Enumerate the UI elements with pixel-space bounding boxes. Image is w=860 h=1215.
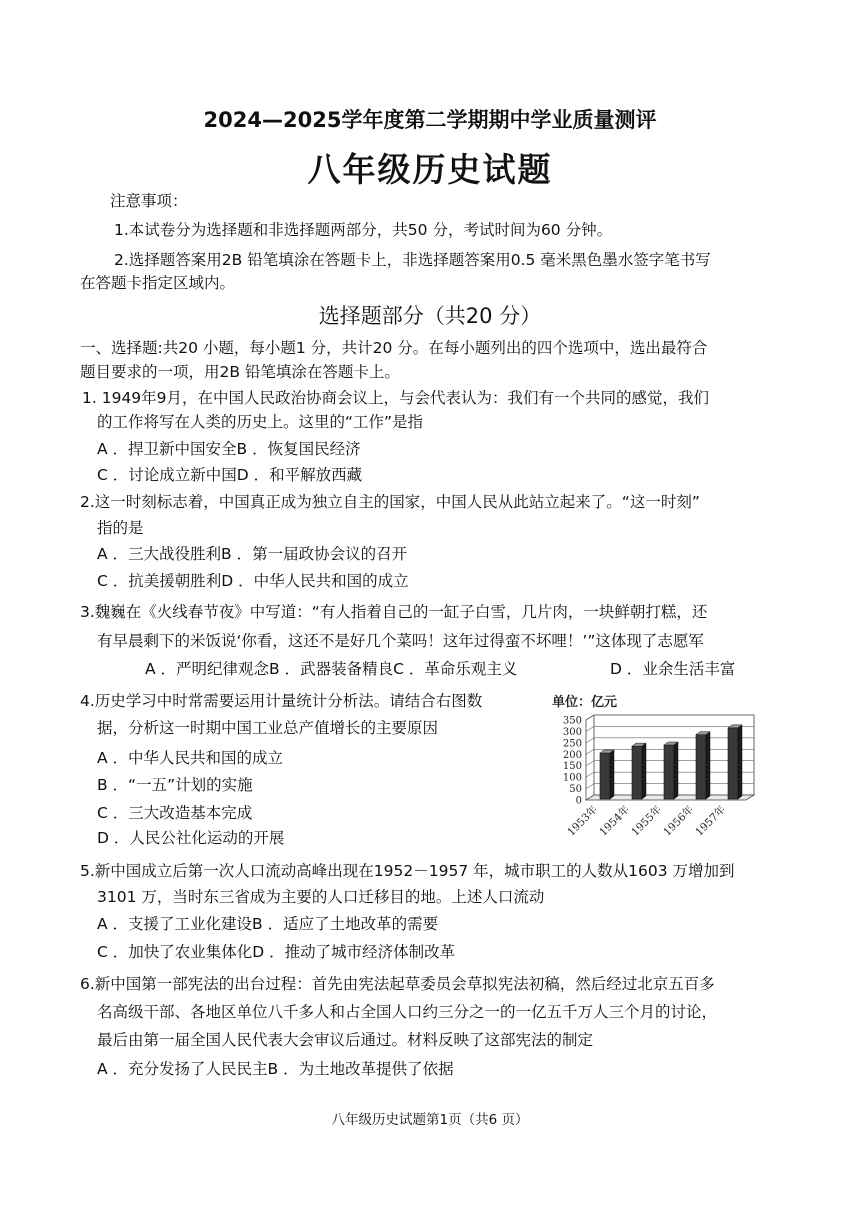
section-instructions-line-2: 题目要求的一项，用2B 铅笔填涂在答题卡上。 [80, 363, 400, 381]
chart-bar-side [642, 743, 646, 799]
q6-stem-line-2: 名高级干部、各地区单位八千多人和占全国人口约三分之一的一亿五千万人三个月的讨论， [97, 1003, 718, 1021]
chart-y-tick-label: 50 [569, 784, 582, 796]
chart-bar [664, 745, 674, 799]
q6-options-ab: A ．充分发扬了人民民主B ．为土地改革提供了依据 [97, 1060, 454, 1078]
q4-option-d: D ．人民公社化运动的开展 [97, 829, 285, 847]
page-footer: 八年级历史试题第1页（共6 页） [331, 1112, 529, 1128]
chart-bar-side [674, 742, 678, 799]
chart-bar [600, 753, 610, 799]
q3-stem-line-1: 3.魏巍在《火线春节夜》中写道：“有人指着自己的一缸子白雪，几片肉，一块鲜朝打糕，还 [80, 603, 708, 621]
q1-options-cd: C ．讨论成立新中国D ．和平解放西藏 [97, 466, 363, 484]
chart-gridline-diag [586, 772, 594, 777]
q5-options-ab: A ．支援了工业化建设B ．适应了土地改革的需要 [97, 915, 439, 933]
chart-y-tick-label: 150 [562, 761, 582, 773]
notice-item-2-line-1: 2.选择题答案用2B 铅笔填涂在答题卡上，非选择题答案用0.5 毫米黑色墨水签字笔书写 [114, 251, 711, 269]
notice-item-2-line-2: 在答题卡指定区域内。 [80, 274, 236, 292]
q4-stem-line-2: 据，分析这一时期中国工业总产值增长的主要原因 [97, 719, 439, 737]
chart-y-tick-label: 300 [562, 726, 582, 738]
q5-stem-line-1: 5.新中国成立后第一次人口流动高峰出现在1952－1957 年，城市职工的人数从1603 万增加到 [80, 862, 735, 880]
q6-stem-line-1: 6.新中国第一部宪法的出台过程：首先由宪法起草委员会草拟宪法初稿，然后经过北京五百多 [80, 975, 715, 993]
chart-bar-side [738, 725, 742, 799]
q4-stem-line-1: 4.历史学习中时常需要运用计量统计分析法。请结合右图数 [80, 692, 483, 710]
chart-x-tick-label: 1957年 [693, 803, 729, 839]
q6-stem-line-3: 最后由第一届全国人民代表大会审议后通过。材料反映了这部宪法的制定 [97, 1031, 594, 1049]
q3-option-d: D ．业余生活丰富 [610, 660, 736, 678]
chart-gridline-diag [586, 761, 594, 766]
q2-stem-line-1: 2.这一时刻标志着，中国真正成为独立自主的国家，中国人民从此站立起来了。“这一时刻” [80, 493, 700, 511]
q4-option-c: C ．三大改造基本完成 [97, 804, 253, 822]
q3-stem-line-2: 有早晨剩下的米饭说‘你看，这还不是好几个菜吗！这年过得蛮不坏哩！’”这体现了志愿军 [97, 632, 704, 650]
q1-stem-line-1: 1. 1949年9月，在中国人民政治协商会议上，与会代表认为：我们有一个共同的感觉，我们 [82, 389, 710, 407]
q3-options-abc: A ．严明纪律观念B ．武器装备精良C ．革命乐观主义 [145, 660, 518, 678]
exam-title: 2024—2025学年度第二学期期中学业质量测评 [203, 108, 657, 132]
chart-gridline-diag [586, 738, 594, 743]
q4-option-a: A ．中华人民共和国的成立 [97, 749, 284, 767]
notice-item-1: 1.本试卷分为选择题和非选择题两部分，共50 分，考试时间为60 分钟。 [114, 221, 613, 239]
industrial-output-chart [548, 692, 778, 852]
q2-stem-line-2: 指的是 [97, 519, 144, 537]
q5-options-cd: C ．加快了农业集体化D ．推动了城市经济体制改革 [97, 943, 456, 961]
chart-bar [632, 746, 642, 799]
chart-gridline-diag [586, 715, 594, 720]
chart-x-tick-label: 1956年 [661, 803, 697, 839]
exam-subtitle: 八年级历史试题 [307, 150, 553, 189]
chart-x-tick-label: 1954年 [597, 803, 633, 839]
section-instructions-line-1: 一、选择题:共20 小题，每小题1 分，共计20 分。在每小题列出的四个选项中，选出最符合 [80, 339, 708, 357]
q2-options-cd: C ．抗美援朝胜利D ．中华人民共和国的成立 [97, 572, 409, 590]
chart-y-tick-label: 350 [562, 715, 582, 727]
chart-bar-side [706, 732, 710, 799]
q1-stem-line-2: 的工作将写在人类的历史上。这里的“工作”是指 [97, 413, 424, 431]
chart-x-tick-label: 1955年 [629, 803, 665, 839]
chart-bar-side [610, 750, 614, 799]
chart-bar [696, 735, 706, 799]
chart-gridline-diag [586, 784, 594, 789]
chart-gridline-diag [586, 726, 594, 731]
q5-stem-line-2: 3101 万，当时东三省成为主要的人口迁移目的地。上述人口流动 [97, 888, 545, 906]
q2-options-ab: A ．三大战役胜利B ．第一届政协会议的召开 [97, 545, 408, 563]
chart-y-tick-label: 200 [562, 749, 582, 761]
chart-x-tick-label: 1953年 [565, 803, 601, 839]
chart-y-tick-label: 100 [562, 772, 582, 784]
notice-heading: 注意事项： [110, 192, 188, 210]
chart-unit-label: 单位：亿元 [552, 695, 618, 710]
chart-y-tick-label: 250 [562, 738, 582, 750]
chart-bar [728, 728, 738, 799]
q4-option-b: B ．“一五”计划的实施 [97, 776, 253, 794]
q1-options-ab: A ．捍卫新中国安全B ．恢复国民经济 [97, 440, 361, 458]
section-title: 选择题部分（共20 分） [318, 304, 542, 328]
chart-gridline-diag [586, 749, 594, 754]
chart-y-tick-label: 0 [575, 795, 582, 807]
